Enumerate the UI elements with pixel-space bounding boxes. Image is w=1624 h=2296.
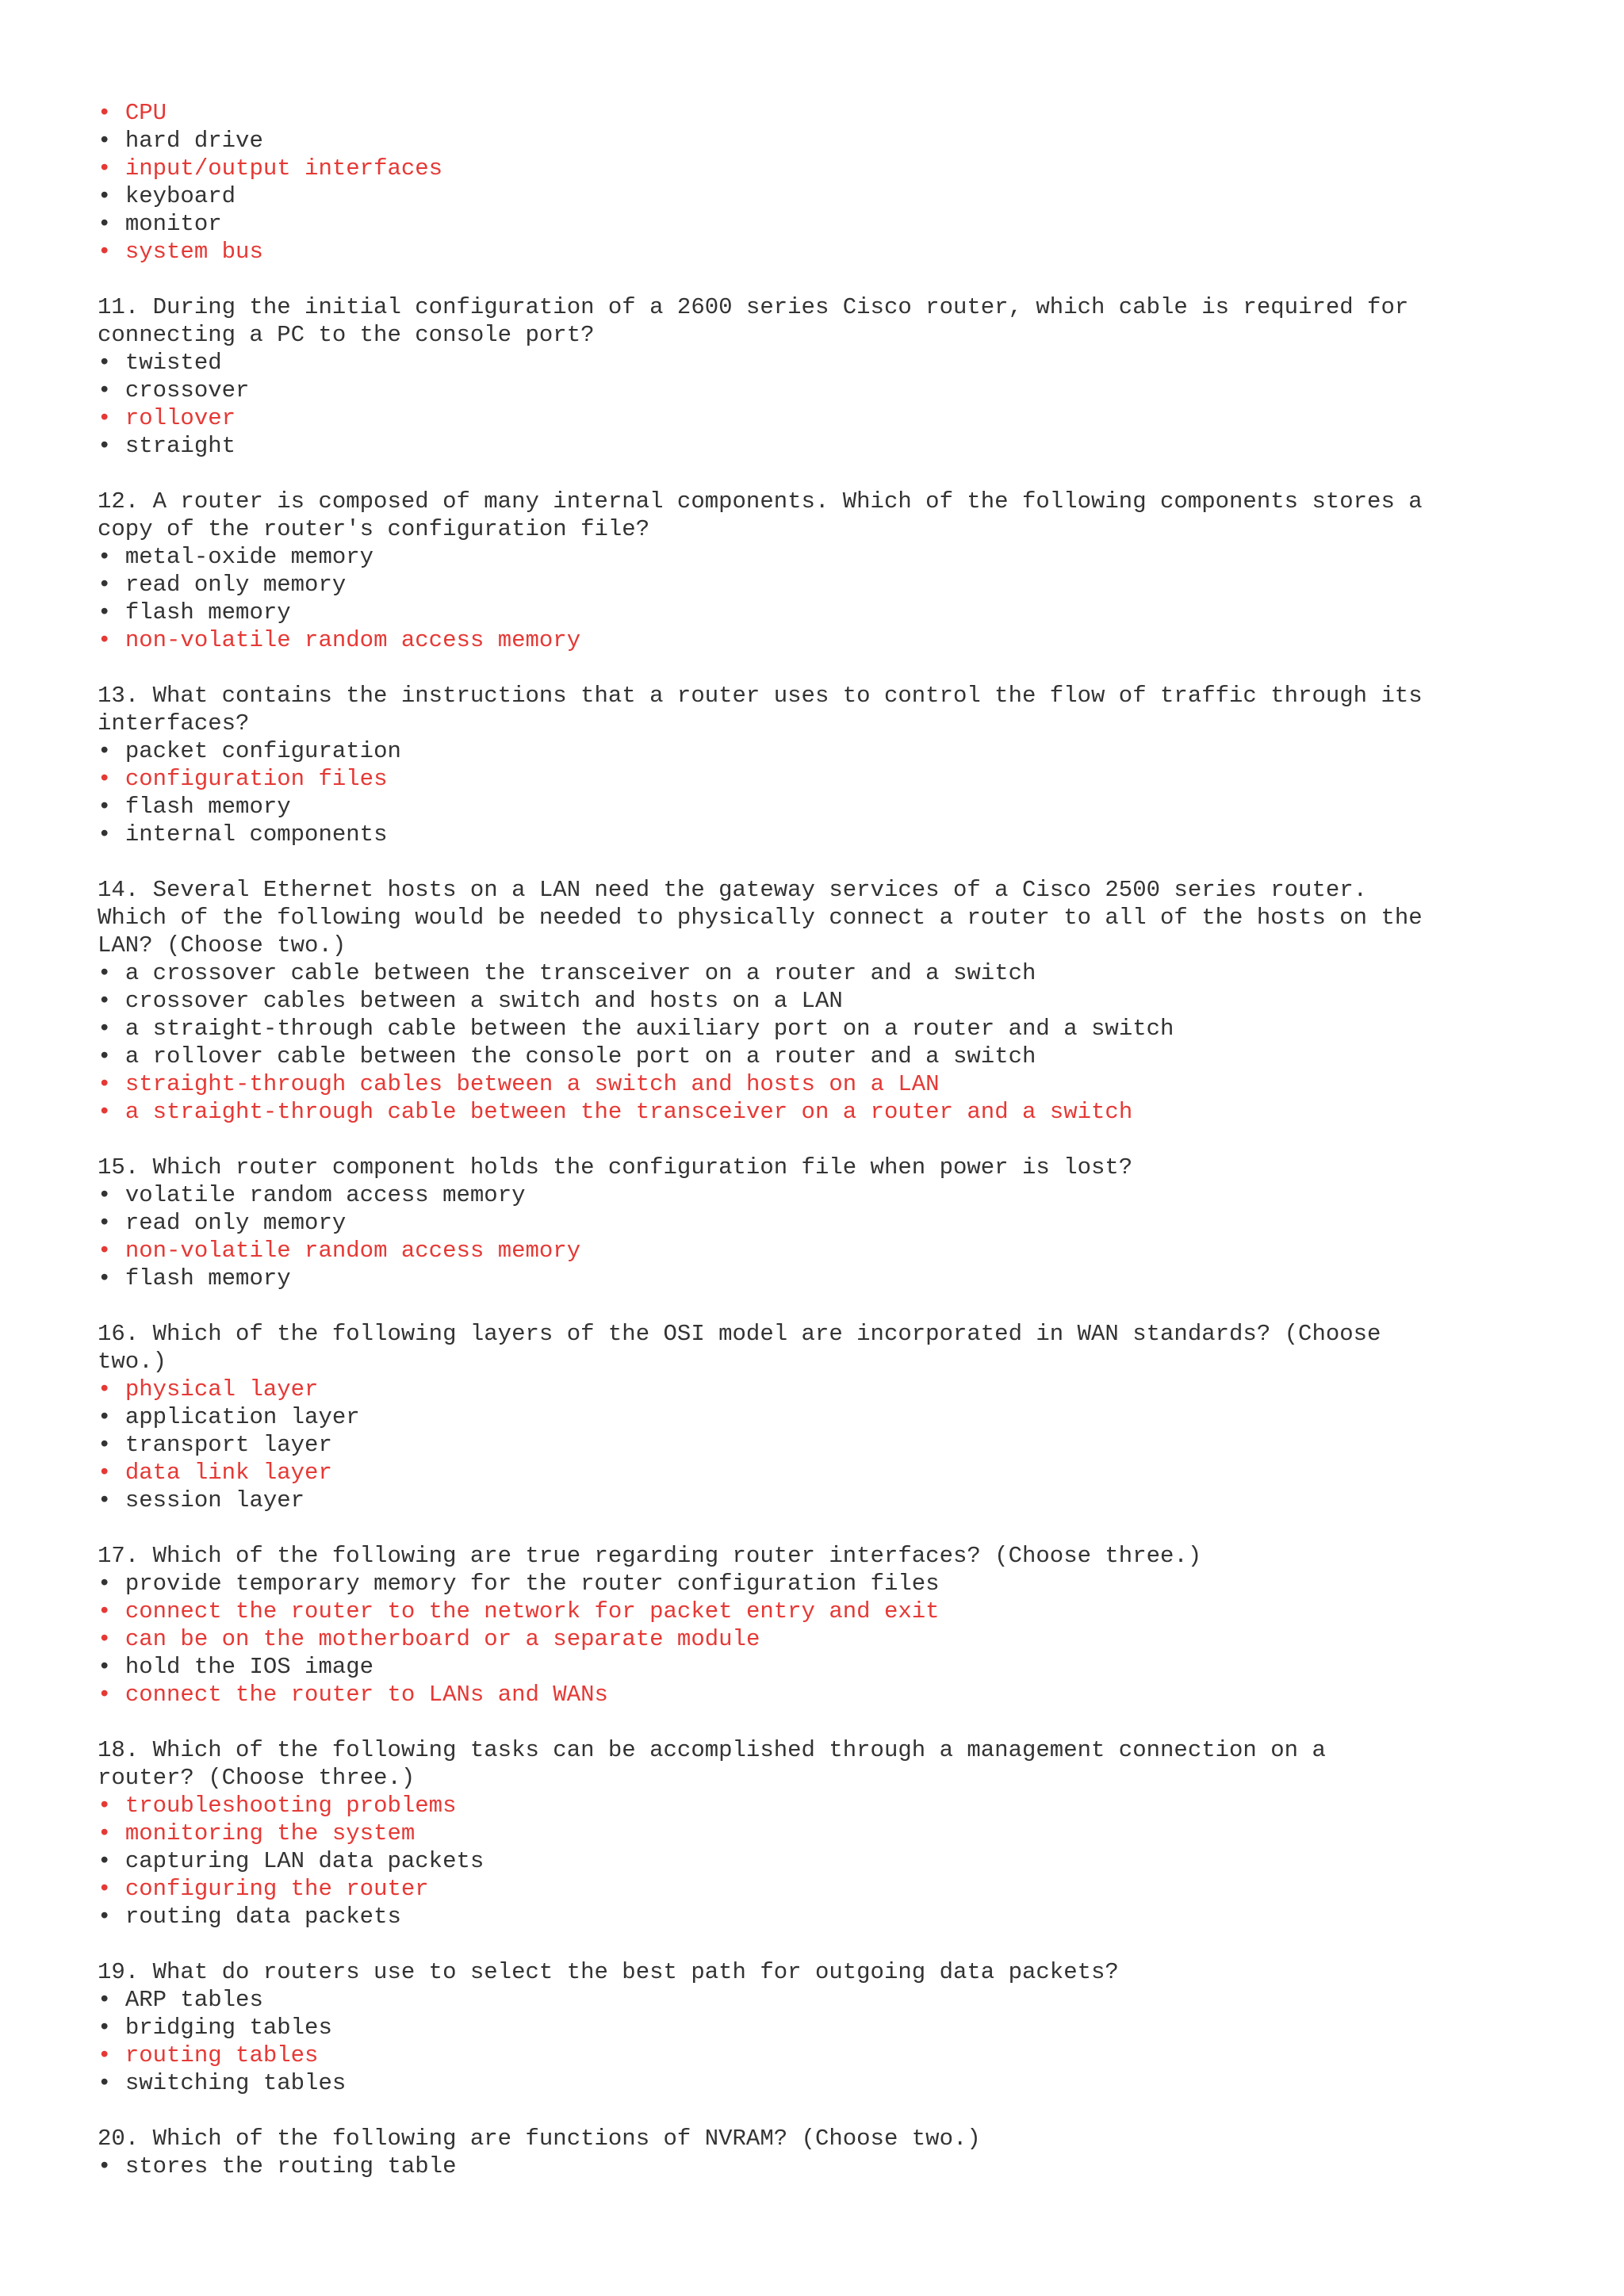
answer-text: physical layer xyxy=(124,1376,319,1402)
answer-option-correct xyxy=(98,155,1588,182)
bullet: • xyxy=(98,1987,112,2013)
answer-option-correct xyxy=(98,1625,1588,1653)
answer-option-correct xyxy=(98,1459,1588,1487)
bullet: • xyxy=(98,1876,112,1902)
answer-text: stores the routing table xyxy=(124,2153,457,2179)
bullet: • xyxy=(98,211,112,237)
answer-text: crossover cables between a switch and hosts on a LAN xyxy=(124,988,843,1014)
answer-text: a rollover cable between the console port on a router and a switch xyxy=(124,1043,1036,1070)
answer-option xyxy=(98,1043,1588,1070)
bullet: • xyxy=(98,1626,112,1652)
answer-option-correct xyxy=(98,1820,1588,1847)
answer-text: a straight-through cable between the auxiliary port on a router and a switch xyxy=(124,1016,1174,1042)
bullet: • xyxy=(98,1016,112,1042)
answer-text: configuring the router xyxy=(124,1876,429,1902)
bullet: • xyxy=(98,627,112,653)
bullet: • xyxy=(98,1682,112,1708)
bullet: • xyxy=(98,821,112,848)
answer-text: packet configuration xyxy=(124,738,401,764)
answer-text: straight-through cables between a switch and hosts on a LAN xyxy=(124,1071,940,1097)
bullet: • xyxy=(98,1598,112,1624)
bullet: • xyxy=(98,100,112,126)
question-text: 13. What contains the instructions that a router uses to control the flow of traffic through its interfaces? xyxy=(98,683,1423,737)
answer-option-correct xyxy=(98,1681,1588,1709)
bullet: • xyxy=(98,1432,112,1458)
answer-option xyxy=(98,737,1588,765)
answer-option-correct xyxy=(98,1598,1588,1625)
bullet: • xyxy=(98,1182,112,1208)
answer-option xyxy=(98,543,1588,571)
answer-option-correct xyxy=(98,626,1588,654)
bullet: • xyxy=(98,1654,112,1680)
answer-text: input/output interfaces xyxy=(124,155,443,182)
answer-text: hard drive xyxy=(124,128,263,154)
answer-option xyxy=(98,1015,1588,1043)
answer-text: keyboard xyxy=(124,183,236,209)
bullet: • xyxy=(98,988,112,1014)
bullet: • xyxy=(98,766,112,792)
answer-option-correct xyxy=(98,1237,1588,1265)
answer-option xyxy=(98,987,1588,1015)
answer-option xyxy=(98,793,1588,821)
bullet: • xyxy=(98,1571,112,1597)
answer-text: straight xyxy=(124,433,236,459)
answer-text: CPU xyxy=(124,100,167,126)
question-text: 15. Which router component holds the configuration file when power is lost? xyxy=(98,1154,1133,1181)
answer-text: transport layer xyxy=(124,1432,332,1458)
answer-option-correct xyxy=(98,765,1588,793)
question-text: 19. What do routers use to select the best path for outgoing data packets? xyxy=(98,1959,1119,1985)
answer-text: configuration files xyxy=(124,766,388,792)
question-block xyxy=(98,1542,1588,1709)
bullet: • xyxy=(98,1376,112,1402)
question-text: 11. During the initial configuration of a 2600 series Cisco router, which cable is required for connecting a PC to the console port? xyxy=(98,294,1409,348)
bullet: • xyxy=(98,2070,112,2096)
question-block xyxy=(98,99,1588,266)
answer-text: ARP tables xyxy=(124,1987,263,2013)
bullet: • xyxy=(98,1238,112,1264)
answer-text: monitoring the system xyxy=(124,1820,416,1846)
answer-text: provide temporary memory for the router configuration files xyxy=(124,1571,940,1597)
answer-option xyxy=(98,599,1588,626)
answer-option xyxy=(98,959,1588,987)
bullet: • xyxy=(98,1265,112,1292)
answer-text: connect the router to LANs and WANs xyxy=(124,1682,608,1708)
answer-option-correct xyxy=(98,1070,1588,1098)
bullet: • xyxy=(98,1071,112,1097)
answer-option xyxy=(98,1265,1588,1292)
question-block xyxy=(98,1736,1588,1931)
bullet: • xyxy=(98,1848,112,1874)
answer-option xyxy=(98,349,1588,377)
answer-text: capturing LAN data packets xyxy=(124,1848,485,1874)
question-text: 12. A router is composed of many internal components. Which of the following components stores a copy of the router's configuration file? xyxy=(98,488,1423,542)
answer-text: crossover xyxy=(124,377,250,404)
answer-text: read only memory xyxy=(124,572,347,598)
answer-text: a straight-through cable between the transceiver on a router and a switch xyxy=(124,1099,1133,1125)
bullet: • xyxy=(98,960,112,986)
answer-option xyxy=(98,1986,1588,2014)
answer-text: flash memory xyxy=(124,794,291,820)
bullet: • xyxy=(98,1820,112,1846)
bullet: • xyxy=(98,377,112,404)
answer-option xyxy=(98,1209,1588,1237)
answer-option-correct xyxy=(98,404,1588,432)
bullet: • xyxy=(98,794,112,820)
question-block xyxy=(98,488,1588,654)
bullet: • xyxy=(98,128,112,154)
question-block xyxy=(98,2125,1588,2180)
bullet: • xyxy=(98,2042,112,2068)
answer-option xyxy=(98,182,1588,210)
answer-text: non-volatile random access memory xyxy=(124,627,581,653)
question-text: 16. Which of the following layers of the OSI model are incorporated in WAN standards? (Choose two.) xyxy=(98,1321,1381,1375)
answer-option xyxy=(98,210,1588,238)
answer-option-correct xyxy=(98,1376,1588,1403)
question-text: 18. Which of the following tasks can be accomplished through a management connection on a router? (Choose three.) xyxy=(98,1737,1326,1791)
answer-option-correct xyxy=(98,99,1588,127)
bullet: • xyxy=(98,239,112,265)
bullet: • xyxy=(98,2015,112,2041)
bullet: • xyxy=(98,405,112,431)
answer-text: switching tables xyxy=(124,2070,347,2096)
bullet: • xyxy=(98,572,112,598)
answer-text: system bus xyxy=(124,239,263,265)
answer-option xyxy=(98,2152,1588,2180)
answer-option xyxy=(98,1570,1588,1598)
answer-option xyxy=(98,432,1588,460)
answer-option xyxy=(98,1431,1588,1459)
bullet: • xyxy=(98,1099,112,1125)
answer-text: troubleshooting problems xyxy=(124,1793,457,1819)
answer-option-correct xyxy=(98,1792,1588,1820)
quiz-document xyxy=(98,99,1588,2208)
answer-text: can be on the motherboard or a separate module xyxy=(124,1626,760,1652)
answer-text: twisted xyxy=(124,350,222,376)
answer-text: internal components xyxy=(124,821,388,848)
answer-option-correct xyxy=(98,238,1588,266)
question-block xyxy=(98,682,1588,848)
answer-option xyxy=(98,1487,1588,1514)
question-block xyxy=(98,1320,1588,1514)
question-block xyxy=(98,1154,1588,1292)
answer-option xyxy=(98,2069,1588,2097)
bullet: • xyxy=(98,350,112,376)
question-block xyxy=(98,293,1588,460)
bullet: • xyxy=(98,1210,112,1236)
question-text: 20. Which of the following are functions of NVRAM? (Choose two.) xyxy=(98,2126,981,2152)
answer-text: flash memory xyxy=(124,1265,291,1292)
answer-text: bridging tables xyxy=(124,2015,332,2041)
bullet: • xyxy=(98,2153,112,2179)
answer-text: metal-oxide memory xyxy=(124,544,374,570)
answer-text: flash memory xyxy=(124,599,291,626)
answer-option xyxy=(98,1181,1588,1209)
bullet: • xyxy=(98,433,112,459)
answer-option xyxy=(98,1847,1588,1875)
bullet: • xyxy=(98,599,112,626)
bullet: • xyxy=(98,1460,112,1486)
bullet: • xyxy=(98,1793,112,1819)
answer-text: routing tables xyxy=(124,2042,319,2068)
answer-option xyxy=(98,1653,1588,1681)
answer-text: volatile random access memory xyxy=(124,1182,526,1208)
question-text: 14. Several Ethernet hosts on a LAN need the gateway services of a Cisco 2500 series router. Which of the following would be needed to physically connect a router to all of the hosts on the LAN? (Choose two.) xyxy=(98,877,1423,959)
answer-text: session layer xyxy=(124,1487,305,1513)
answer-option-correct xyxy=(98,1098,1588,1126)
answer-option xyxy=(98,127,1588,155)
answer-text: monitor xyxy=(124,211,222,237)
bullet: • xyxy=(98,1043,112,1070)
answer-text: connect the router to the network for packet entry and exit xyxy=(124,1598,940,1624)
answer-option xyxy=(98,377,1588,404)
answer-text: routing data packets xyxy=(124,1904,401,1930)
question-block xyxy=(98,876,1588,1126)
question-block xyxy=(98,1958,1588,2097)
answer-text: read only memory xyxy=(124,1210,347,1236)
bullet: • xyxy=(98,544,112,570)
answer-text: data link layer xyxy=(124,1460,332,1486)
answer-text: rollover xyxy=(124,405,236,431)
answer-text: a crossover cable between the transceiver on a router and a switch xyxy=(124,960,1036,986)
answer-text: hold the IOS image xyxy=(124,1654,374,1680)
answer-text: non-volatile random access memory xyxy=(124,1238,581,1264)
bullet: • xyxy=(98,1404,112,1430)
bullet: • xyxy=(98,1904,112,1930)
answer-option xyxy=(98,821,1588,848)
answer-option xyxy=(98,2014,1588,2042)
bullet: • xyxy=(98,155,112,182)
answer-option-correct xyxy=(98,1875,1588,1903)
answer-text: application layer xyxy=(124,1404,360,1430)
answer-option xyxy=(98,571,1588,599)
answer-option xyxy=(98,1403,1588,1431)
answer-option-correct xyxy=(98,2042,1588,2069)
bullet: • xyxy=(98,738,112,764)
answer-option xyxy=(98,1903,1588,1931)
bullet: • xyxy=(98,1487,112,1513)
question-text: 17. Which of the following are true regarding router interfaces? (Choose three.) xyxy=(98,1543,1202,1569)
bullet: • xyxy=(98,183,112,209)
